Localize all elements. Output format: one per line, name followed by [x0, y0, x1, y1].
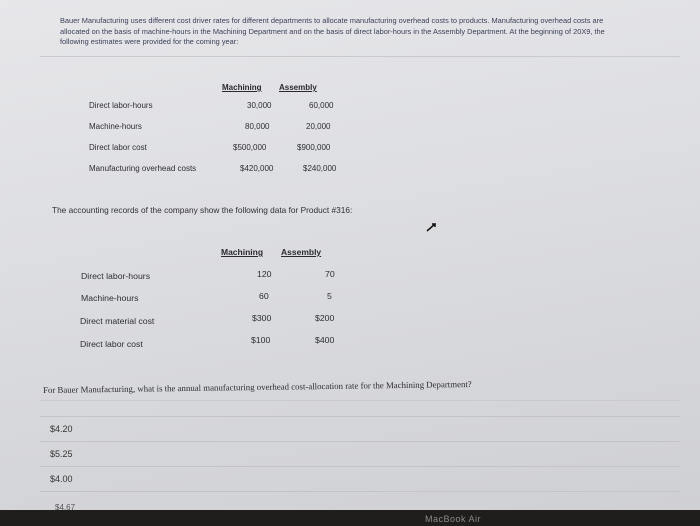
cell-machining: 30,000 [247, 101, 272, 110]
cell-assembly: 20,000 [306, 122, 331, 131]
cell-assembly: $400 [315, 335, 335, 345]
laptop-bezel [0, 510, 700, 526]
cell-machining: $300 [252, 313, 272, 323]
cell-assembly: $240,000 [303, 164, 337, 173]
cell-machining: 60 [259, 291, 269, 301]
divider [40, 56, 680, 57]
answer-option-1[interactable]: $4.20 [50, 424, 73, 434]
cell-assembly: 5 [327, 291, 332, 301]
col-header-assembly: Assembly [279, 83, 317, 92]
row-label: Direct labor-hours [81, 271, 151, 281]
col-header-machining: Machining [221, 247, 264, 257]
row-label: Manufacturing overhead costs [89, 164, 197, 173]
divider [40, 400, 680, 401]
cell-machining: $100 [251, 335, 271, 345]
row-label: Machine-hours [89, 122, 142, 131]
cell-assembly: $200 [315, 313, 335, 323]
cell-machining: 120 [257, 269, 272, 279]
row-label: Direct labor-hours [89, 101, 153, 110]
row-label: Direct material cost [80, 316, 155, 326]
device-label: MacBook Air [425, 514, 482, 524]
cell-assembly: $900,000 [297, 143, 331, 152]
answer-option-3[interactable]: $4.00 [50, 474, 73, 484]
row-label: Direct labor cost [89, 143, 147, 152]
answer-option-2[interactable]: $5.25 [50, 449, 73, 459]
problem-intro: Bauer Manufacturing uses different cost driver rates for different departments to allocate manufacturing overhead costs to products. Manufacturing overhead costs are allocated on the basis of machine-hours in the Machining Department and on the basis of direct labor-hours in the Assembly Department. At the beginning of 20X9, the following estimates were provided for the coming year: [60, 16, 605, 47]
cell-machining: $500,000 [233, 143, 267, 152]
col-header-machining: Machining [222, 83, 262, 92]
product-data-caption: The accounting records of the company show the following data for Product #316: [52, 205, 353, 215]
answer-option-4[interactable]: $4.67 [55, 503, 76, 510]
cell-assembly: 70 [325, 269, 335, 279]
cell-machining: 80,000 [245, 122, 270, 131]
cell-machining: $420,000 [240, 164, 274, 173]
option-divider [40, 416, 680, 417]
col-header-assembly: Assembly [281, 247, 322, 257]
cell-assembly: 60,000 [309, 101, 334, 110]
question-text: For Bauer Manufacturing, what is the annual manufacturing overhead cost-allocation rate for the Machining Department? [42, 379, 472, 395]
row-label: Direct labor cost [80, 339, 143, 349]
option-divider [40, 466, 680, 467]
mouse-cursor-icon [426, 222, 436, 232]
option-divider [40, 441, 680, 442]
row-label: Machine-hours [81, 293, 139, 303]
option-divider [40, 491, 680, 492]
